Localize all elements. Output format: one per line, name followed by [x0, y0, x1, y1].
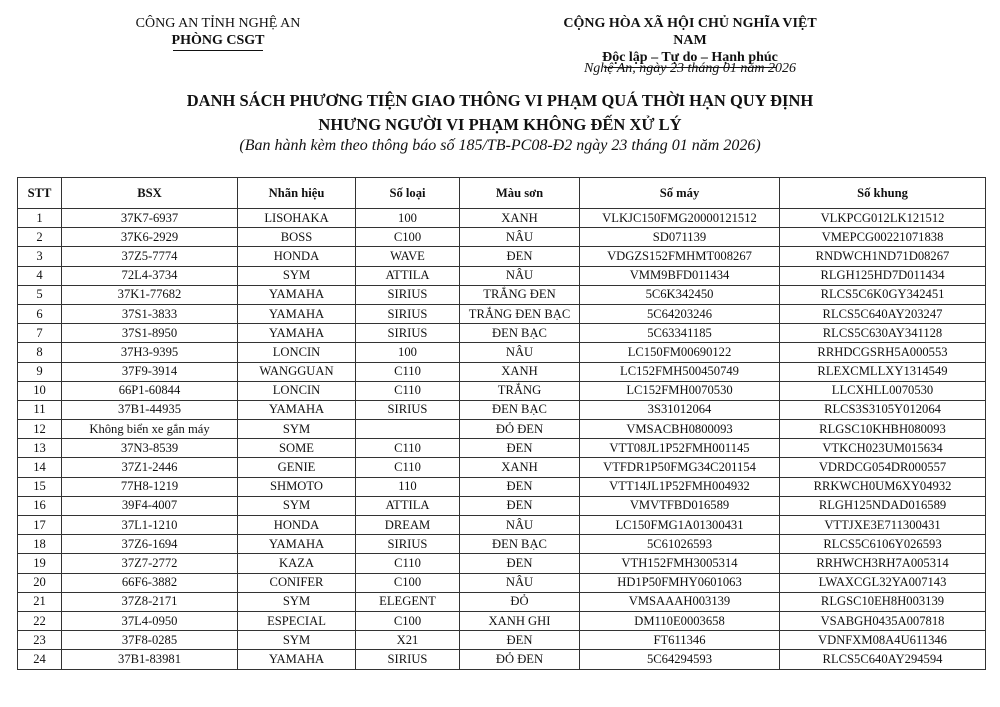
cell-brand: YAMAHA — [238, 304, 356, 323]
cell-stt: 9 — [18, 362, 62, 381]
cell-color: ĐEN — [460, 247, 580, 266]
cell-stt: 10 — [18, 381, 62, 400]
col-header-color: Màu sơn — [460, 178, 580, 209]
cell-frame-no: RLGH125NDAD016589 — [780, 496, 986, 515]
table-row — [18, 496, 986, 515]
table-row — [18, 228, 986, 247]
cell-engine-no: 5C64203246 — [580, 304, 780, 323]
cell-brand: LISOHAKA — [238, 209, 356, 228]
national-motto: Độc lập – Tự do – Hạnh phúc — [602, 50, 778, 65]
cell-plate: 37N3-8539 — [62, 439, 238, 458]
cell-plate: 37Z7-2772 — [62, 554, 238, 573]
cell-plate: 77H8-1219 — [62, 477, 238, 496]
department-name: PHÒNG CSGT — [171, 33, 265, 48]
table-row — [18, 362, 986, 381]
cell-frame-no: RRHWCH3RH7A005314 — [780, 554, 986, 573]
cell-frame-no: RLGSC10KHBH080093 — [780, 420, 986, 439]
cell-color: NÂU — [460, 266, 580, 285]
cell-frame-no: RLCS5C6K0GY342451 — [780, 285, 986, 304]
cell-frame-no: RNDWCH1ND71D08267 — [780, 247, 986, 266]
cell-engine-no: LC150FM00690122 — [580, 343, 780, 362]
cell-frame-no: RLCS3S3105Y012064 — [780, 400, 986, 419]
cell-engine-no: VDGZS152FMHMT008267 — [580, 247, 780, 266]
cell-brand: LONCIN — [238, 381, 356, 400]
cell-color: NÂU — [460, 343, 580, 362]
cell-stt: 17 — [18, 516, 62, 535]
cell-stt: 21 — [18, 592, 62, 611]
cell-stt: 23 — [18, 631, 62, 650]
cell-color: ĐEN — [460, 554, 580, 573]
cell-brand: SYM — [238, 266, 356, 285]
cell-frame-no: VLKPCG012LK121512 — [780, 209, 986, 228]
cell-plate: 37B1-83981 — [62, 650, 238, 669]
header-left-underline — [173, 50, 263, 51]
cell-plate: 72L4-3734 — [62, 266, 238, 285]
cell-brand: BOSS — [238, 228, 356, 247]
cell-brand: HONDA — [238, 516, 356, 535]
table-row — [18, 439, 986, 458]
cell-model: C110 — [356, 381, 460, 400]
cell-stt: 24 — [18, 650, 62, 669]
cell-plate: 37K1-77682 — [62, 285, 238, 304]
cell-plate: 37F8-0285 — [62, 631, 238, 650]
table-row — [18, 343, 986, 362]
cell-stt: 13 — [18, 439, 62, 458]
cell-color: ĐEN — [460, 631, 580, 650]
cell-stt: 12 — [18, 420, 62, 439]
cell-frame-no: RLGSC10EH8H003139 — [780, 592, 986, 611]
nation-name: CỘNG HÒA XÃ HỘI CHỦ NGHĨA VIỆT NAM — [563, 16, 817, 48]
table-row — [18, 420, 986, 439]
cell-stt: 15 — [18, 477, 62, 496]
col-header-brand: Nhãn hiệu — [238, 178, 356, 209]
title-line-2: NHƯNG NGƯỜI VI PHẠM KHÔNG ĐẾN XỬ LÝ — [318, 115, 682, 134]
cell-brand: YAMAHA — [238, 535, 356, 554]
table-row — [18, 266, 986, 285]
cell-frame-no: VSABGH0435A007818 — [780, 611, 986, 630]
cell-brand: SYM — [238, 592, 356, 611]
cell-engine-no: LC150FMG1A01300431 — [580, 516, 780, 535]
cell-model: C100 — [356, 573, 460, 592]
cell-frame-no: RLCS5C640AY203247 — [780, 304, 986, 323]
cell-color: ĐEN BẠC — [460, 400, 580, 419]
cell-brand: SYM — [238, 631, 356, 650]
title-line-1: DANH SÁCH PHƯƠNG TIỆN GIAO THÔNG VI PHẠM QUÁ THỜI HẠN QUY ĐỊNH — [186, 91, 814, 110]
cell-engine-no: VMSACBH0800093 — [580, 420, 780, 439]
table-row — [18, 304, 986, 323]
cell-stt: 1 — [18, 209, 62, 228]
cell-engine-no: LC152FMH500450749 — [580, 362, 780, 381]
cell-stt: 20 — [18, 573, 62, 592]
cell-color: ĐEN — [460, 496, 580, 515]
cell-color: NÂU — [460, 228, 580, 247]
cell-plate: 37Z6-1694 — [62, 535, 238, 554]
table-row — [18, 516, 986, 535]
cell-frame-no: LLCXHLL0070530 — [780, 381, 986, 400]
cell-stt: 4 — [18, 266, 62, 285]
cell-engine-no: VMM9BFD011434 — [580, 266, 780, 285]
table-row — [18, 247, 986, 266]
cell-frame-no: VTKCH023UM015634 — [780, 439, 986, 458]
cell-plate: 37H3-9395 — [62, 343, 238, 362]
table-row — [18, 650, 986, 669]
cell-plate: 37Z5-7774 — [62, 247, 238, 266]
cell-engine-no: LC152FMH0070530 — [580, 381, 780, 400]
cell-model: ELEGENT — [356, 592, 460, 611]
table-row — [18, 458, 986, 477]
cell-model: SIRIUS — [356, 304, 460, 323]
table-body — [18, 209, 986, 670]
col-header-frame-no: Số khung — [780, 178, 986, 209]
cell-color: ĐỎ ĐEN — [460, 420, 580, 439]
cell-color: ĐEN — [460, 439, 580, 458]
table-row — [18, 611, 986, 630]
cell-stt: 19 — [18, 554, 62, 573]
cell-plate: 37Z1-2446 — [62, 458, 238, 477]
table-row — [18, 554, 986, 573]
col-header-plate: BSX — [62, 178, 238, 209]
cell-plate: 37F9-3914 — [62, 362, 238, 381]
cell-color: ĐEN BẠC — [460, 324, 580, 343]
cell-plate: 37K7-6937 — [62, 209, 238, 228]
cell-model: DREAM — [356, 516, 460, 535]
cell-brand: WANGGUAN — [238, 362, 356, 381]
cell-color: NÂU — [460, 516, 580, 535]
cell-frame-no: RLCS5C640AY294594 — [780, 650, 986, 669]
cell-model: ATTILA — [356, 496, 460, 515]
cell-brand: CONIFER — [238, 573, 356, 592]
cell-model: SIRIUS — [356, 285, 460, 304]
cell-model: C100 — [356, 228, 460, 247]
cell-brand: SYM — [238, 496, 356, 515]
col-header-model: Số loại — [356, 178, 460, 209]
cell-frame-no: VMEPCG00221071838 — [780, 228, 986, 247]
cell-color: TRẮNG ĐEN — [460, 285, 580, 304]
cell-model: SIRIUS — [356, 535, 460, 554]
table-row — [18, 324, 986, 343]
cell-model: C110 — [356, 458, 460, 477]
cell-stt: 3 — [18, 247, 62, 266]
cell-plate: 39F4-4007 — [62, 496, 238, 515]
cell-stt: 18 — [18, 535, 62, 554]
col-header-stt: STT — [18, 178, 62, 209]
cell-stt: 2 — [18, 228, 62, 247]
cell-model: SIRIUS — [356, 650, 460, 669]
cell-stt: 14 — [18, 458, 62, 477]
cell-color: XANH — [460, 209, 580, 228]
cell-color: TRẮNG ĐEN BẠC — [460, 304, 580, 323]
cell-frame-no: VDRDCG054DR000557 — [780, 458, 986, 477]
cell-engine-no: VTT08JL1P52FMH001145 — [580, 439, 780, 458]
cell-brand: HONDA — [238, 247, 356, 266]
cell-plate: 37L4-0950 — [62, 611, 238, 630]
cell-plate: Không biển xe gắn máy — [62, 420, 238, 439]
cell-frame-no: RLGH125HD7D011434 — [780, 266, 986, 285]
cell-brand: YAMAHA — [238, 324, 356, 343]
date-line: Nghệ An, ngày 23 tháng 01 năm 2026 — [583, 61, 797, 76]
cell-brand: GENIE — [238, 458, 356, 477]
cell-plate: 66P1-60844 — [62, 381, 238, 400]
cell-model: C110 — [356, 362, 460, 381]
table-row — [18, 209, 986, 228]
cell-model: 100 — [356, 209, 460, 228]
cell-stt: 6 — [18, 304, 62, 323]
cell-color: XANH — [460, 458, 580, 477]
cell-brand: KAZA — [238, 554, 356, 573]
violation-vehicle-table — [17, 177, 986, 670]
cell-frame-no: VTTJXE3E711300431 — [780, 516, 986, 535]
cell-frame-no: RRKWCH0UM6XY04932 — [780, 477, 986, 496]
table-row — [18, 631, 986, 650]
cell-engine-no: VTFDR1P50FMG34C201154 — [580, 458, 780, 477]
cell-frame-no: RLCS5C6106Y026593 — [780, 535, 986, 554]
cell-engine-no: 5C6K342450 — [580, 285, 780, 304]
cell-plate: 37B1-44935 — [62, 400, 238, 419]
cell-plate: 37S1-8950 — [62, 324, 238, 343]
cell-color: XANH — [460, 362, 580, 381]
cell-engine-no: SD071139 — [580, 228, 780, 247]
cell-engine-no: 5C64294593 — [580, 650, 780, 669]
cell-plate: 37K6-2929 — [62, 228, 238, 247]
cell-stt: 7 — [18, 324, 62, 343]
table-row — [18, 592, 986, 611]
cell-model — [356, 420, 460, 439]
table-row — [18, 573, 986, 592]
cell-stt: 11 — [18, 400, 62, 419]
cell-engine-no: DM110E0003658 — [580, 611, 780, 630]
cell-engine-no: 5C63341185 — [580, 324, 780, 343]
cell-plate: 37S1-3833 — [62, 304, 238, 323]
table-row — [18, 535, 986, 554]
cell-stt: 8 — [18, 343, 62, 362]
cell-color: ĐEN — [460, 477, 580, 496]
cell-engine-no: VTT14JL1P52FMH004932 — [580, 477, 780, 496]
cell-color: ĐEN BẠC — [460, 535, 580, 554]
cell-model: SIRIUS — [356, 400, 460, 419]
cell-stt: 5 — [18, 285, 62, 304]
cell-frame-no: LWAXCGL32YA007143 — [780, 573, 986, 592]
cell-brand: YAMAHA — [238, 400, 356, 419]
cell-engine-no: VTH152FMH3005314 — [580, 554, 780, 573]
cell-brand: YAMAHA — [238, 650, 356, 669]
table-row — [18, 381, 986, 400]
cell-engine-no: 5C61026593 — [580, 535, 780, 554]
cell-frame-no: RRHDCGSRH5A000553 — [780, 343, 986, 362]
cell-brand: SOME — [238, 439, 356, 458]
table-header-row — [18, 178, 986, 209]
cell-engine-no: VMSAAAH003139 — [580, 592, 780, 611]
cell-engine-no: 3S31012064 — [580, 400, 780, 419]
cell-engine-no: FT611346 — [580, 631, 780, 650]
cell-stt: 22 — [18, 611, 62, 630]
cell-model: C110 — [356, 554, 460, 573]
cell-model: WAVE — [356, 247, 460, 266]
cell-model: C110 — [356, 439, 460, 458]
cell-model: ATTILA — [356, 266, 460, 285]
cell-brand: SHMOTO — [238, 477, 356, 496]
cell-model: C100 — [356, 611, 460, 630]
cell-color: ĐỎ ĐEN — [460, 650, 580, 669]
cell-frame-no: RLEXCMLLXY1314549 — [780, 362, 986, 381]
document-title — [0, 89, 1000, 137]
cell-model: SIRIUS — [356, 324, 460, 343]
agency-name: CÔNG AN TỈNH NGHỆ AN — [135, 16, 301, 31]
table-row — [18, 285, 986, 304]
cell-model: 110 — [356, 477, 460, 496]
cell-color: NÂU — [460, 573, 580, 592]
cell-plate: 66F6-3882 — [62, 573, 238, 592]
document-subtitle: (Ban hành kèm theo thông báo số 185/TB-PC08-Đ2 ngày 23 tháng 01 năm 2026) — [239, 137, 761, 154]
cell-color: TRẮNG — [460, 381, 580, 400]
cell-brand: YAMAHA — [238, 285, 356, 304]
cell-plate: 37L1-1210 — [62, 516, 238, 535]
cell-engine-no: HD1P50FMHY0601063 — [580, 573, 780, 592]
cell-model: 100 — [356, 343, 460, 362]
cell-color: XANH GHI — [460, 611, 580, 630]
cell-engine-no: VMVTFBD016589 — [580, 496, 780, 515]
col-header-engine-no: Số máy — [580, 178, 780, 209]
cell-plate: 37Z8-2171 — [62, 592, 238, 611]
cell-brand: LONCIN — [238, 343, 356, 362]
cell-brand: ESPECIAL — [238, 611, 356, 630]
table-row — [18, 400, 986, 419]
cell-model: X21 — [356, 631, 460, 650]
cell-stt: 16 — [18, 496, 62, 515]
table-row — [18, 477, 986, 496]
cell-engine-no: VLKJC150FMG20000121512 — [580, 209, 780, 228]
cell-frame-no: RLCS5C630AY341128 — [780, 324, 986, 343]
cell-frame-no: VDNFXM08A4U611346 — [780, 631, 986, 650]
cell-color: ĐỎ — [460, 592, 580, 611]
cell-brand: SYM — [238, 420, 356, 439]
header-left — [128, 15, 308, 51]
